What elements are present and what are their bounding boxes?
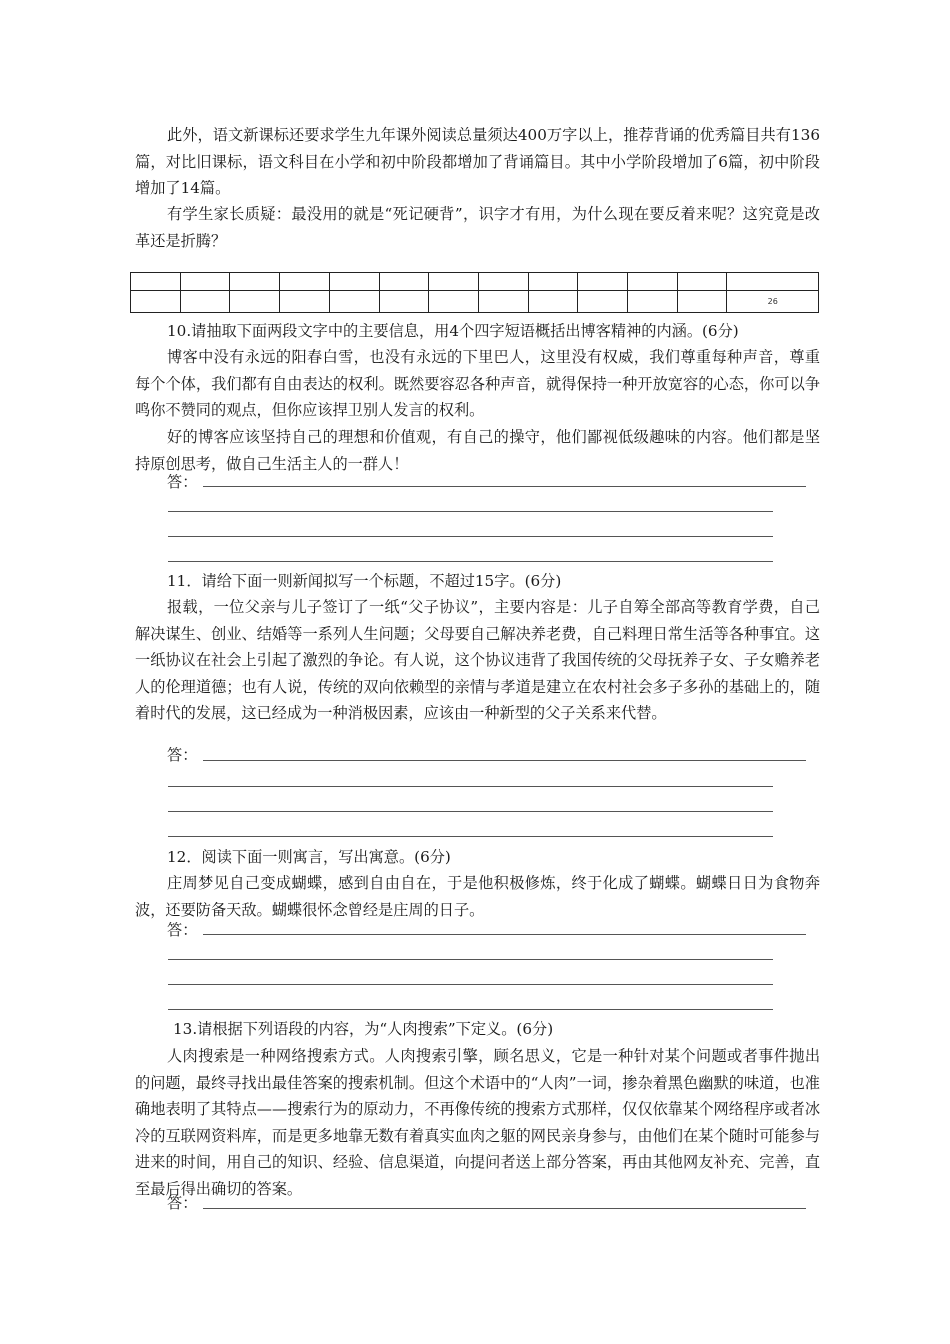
question-10-answer-label: 答：	[167, 473, 198, 491]
question-10-prompt: 10.请抽取下面两段文字中的主要信息，用4个四字短语概括出博客精神的内涵。(6分)	[167, 322, 739, 340]
question-12-answer-line-2[interactable]	[168, 959, 773, 960]
intro-paragraph-1: 此外，语文新课标还要求学生九年课外阅读总量须达400万字以上，推荐背诵的优秀篇目共有136篇，对比旧课标，语文科目在小学和初中阶段都增加了背诵篇目。其中小学阶段增加了6篇，初中阶段增加了14篇。	[135, 126, 820, 197]
question-10-answer-line-3[interactable]	[168, 536, 773, 537]
writing-grid	[130, 272, 819, 313]
question-11-answer-label: 答：	[167, 746, 198, 764]
question-11-prompt: 11．请给下面一则新闻拟写一个标题，不超过15字。(6分)	[167, 572, 562, 590]
question-11-answer-line-1[interactable]	[203, 760, 806, 761]
grid-cell-number: 26	[727, 291, 819, 313]
question-11-answer-line-4[interactable]	[168, 836, 773, 837]
question-13-answer-label: 答：	[167, 1194, 198, 1212]
question-12-paragraph-1: 庄周梦见自己变成蝴蝶，感到自由自在，于是他积极修炼，终于化成了蝴蝶。蝴蝶日日为食物奔波，还要防备天敌。蝴蝶很怀念曾经是庄周的日子。	[135, 874, 820, 919]
question-10-paragraph-1: 博客中没有永远的阳春白雪，也没有永远的下里巴人，这里没有权威，我们尊重每种声音，尊重每个个体，我们都有自由表达的权利。既然要容忍各种声音，就得保持一种开放宽容的心态，你可以争鸣你不赞同的观点，但你应该捍卫别人发言的权利。	[135, 348, 820, 419]
grid-row-1	[131, 273, 819, 291]
question-13-answer-line-1[interactable]	[203, 1208, 806, 1209]
question-11-paragraph-1: 报载，一位父亲与儿子签订了一纸“父子协议”，主要内容是：儿子自筹全部高等教育学费，自己解决谋生、创业、结婚等一系列人生问题；父母要自己解决养老费，自己料理日常生活等各种事宜。这一纸协议在社会上引起了激烈的争论。有人说，这个协议违背了我国传统的父母抚养子女、子女赡养老人的伦理道德；也有人说，传统的双向依赖型的亲情与孝道是建立在农村社会多子多孙的基础上的，随着时代的发展，这已经成为一种消极因素，应该由一种新型的父子关系来代替。	[135, 598, 820, 722]
question-11-answer-line-2[interactable]	[168, 786, 773, 787]
question-12-prompt: 12．阅读下面一则寓言，写出寓意。(6分)	[167, 848, 451, 866]
question-10-answer-line-1[interactable]	[203, 486, 806, 487]
question-10-answer-line-4[interactable]	[168, 561, 773, 562]
question-10-paragraph-2: 好的博客应该坚持自己的理想和价值观，有自己的操守，他们鄙视低级趣味的内容。他们都是坚持原创思考，做自己生活主人的一群人！	[135, 428, 820, 473]
question-12-answer-line-1[interactable]	[203, 934, 806, 935]
question-12-answer-line-4[interactable]	[168, 1009, 773, 1010]
question-13-prompt: 13.请根据下列语段的内容，为“人肉搜索”下定义。(6分)	[173, 1020, 554, 1038]
question-12-answer-label: 答：	[167, 921, 198, 939]
question-10-answer-line-2[interactable]	[168, 511, 773, 512]
intro-paragraph-2: 有学生家长质疑：最没用的就是“死记硬背”，识字才有用，为什么现在要反着来呢？这究竟是改革还是折腾？	[135, 205, 820, 250]
question-11-answer-line-3[interactable]	[168, 811, 773, 812]
question-12-answer-line-3[interactable]	[168, 984, 773, 985]
grid-row-2	[131, 291, 819, 313]
question-13-paragraph-1: 人肉搜索是一种网络搜索方式。人肉搜索引擎，顾名思义，它是一种针对某个问题或者事件抛出的问题，最终寻找出最佳答案的搜索机制。但这个术语中的“人肉”一词，掺杂着黑色幽默的味道，也准确地表明了其特点——搜索行为的原动力，不再像传统的搜索方式那样，仅仅依靠某个网络程序或者冰冷的互联网资料库，而是更多地靠无数有着真实血肉之躯的网民亲身参与，由他们在某个随时可能参与进来的时间，用自己的知识、经验、信息渠道，向提问者送上部分答案，再由其他网友补充、完善，直至最后得出确切的答案。	[135, 1047, 820, 1198]
